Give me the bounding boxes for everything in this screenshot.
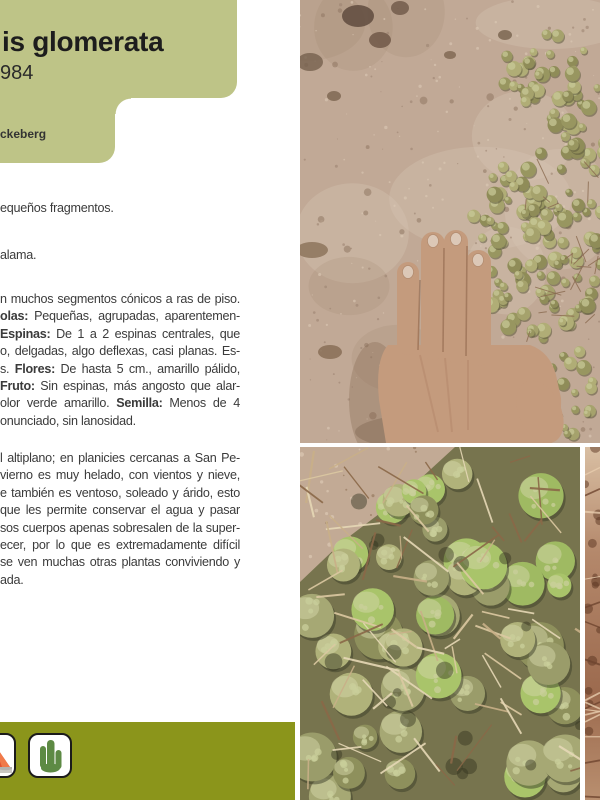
paragraph-fragment-2 (0, 247, 240, 264)
text-line: e también es ventoso, soleado y árido, esto (0, 485, 240, 500)
header-fillet (115, 98, 131, 114)
synonym-author: ckeberg (0, 127, 47, 141)
text-line: Fruto: Sin espinas, más angosto que alar- (0, 379, 240, 394)
habitat-photo-with-hand (300, 0, 600, 443)
text-line: vierno es muy helado, con vientos y nieve, (0, 468, 240, 483)
habitat-photo-canvas (300, 0, 600, 443)
edge-photo-sliver (585, 447, 600, 800)
text-line: l altiplano; en planicies cercanas a San Pe- (0, 451, 240, 465)
cactus-icon-tile (28, 733, 72, 778)
text-line: alama. (0, 248, 37, 262)
text-line: s. Flores: De hasta 5 cm., amarillo pálido, (0, 361, 240, 376)
text-line: onunciado, sin lanosidad. (0, 413, 136, 428)
cactus-icon (30, 735, 70, 776)
mountain-icon (0, 735, 14, 776)
paragraph-habitat (0, 450, 240, 589)
species-title: is glomerata (2, 26, 164, 57)
text-line: sos cuerpos apenas sobresalen de la super- (0, 520, 240, 535)
paragraph-fragment-1 (0, 200, 240, 217)
text-line: olas: Pequeñas, agrupadas, aparentemen- (0, 309, 240, 324)
sliver-photo-canvas (585, 447, 600, 800)
text-line: ada. (0, 572, 24, 587)
paragraph-description (0, 291, 240, 430)
species-year: 984 (0, 62, 34, 84)
text-line: se ven muchas otras plantas conviviendo y (0, 555, 240, 570)
text-line: Espinas: De 1 a 2 espinas centrales, que (0, 326, 240, 341)
text-line: que les permite conservar el agua y pasar (0, 503, 240, 518)
text-line: equeños fragmentos. (0, 201, 114, 215)
mountain-icon-tile (0, 733, 16, 778)
cactus-cluster-closeup (300, 447, 580, 800)
text-line: olor verde amarillo. Semilla: Menos de 4 (0, 396, 241, 411)
text-line: o, delgadas, algo deflexas, casi planas. Es- (0, 344, 240, 359)
text-line: ecer, por lo que es extremadamente difícil (0, 538, 240, 553)
text-line: n muchos segmentos cónicos a ras de piso. (0, 292, 240, 306)
closeup-photo-canvas (300, 447, 580, 800)
